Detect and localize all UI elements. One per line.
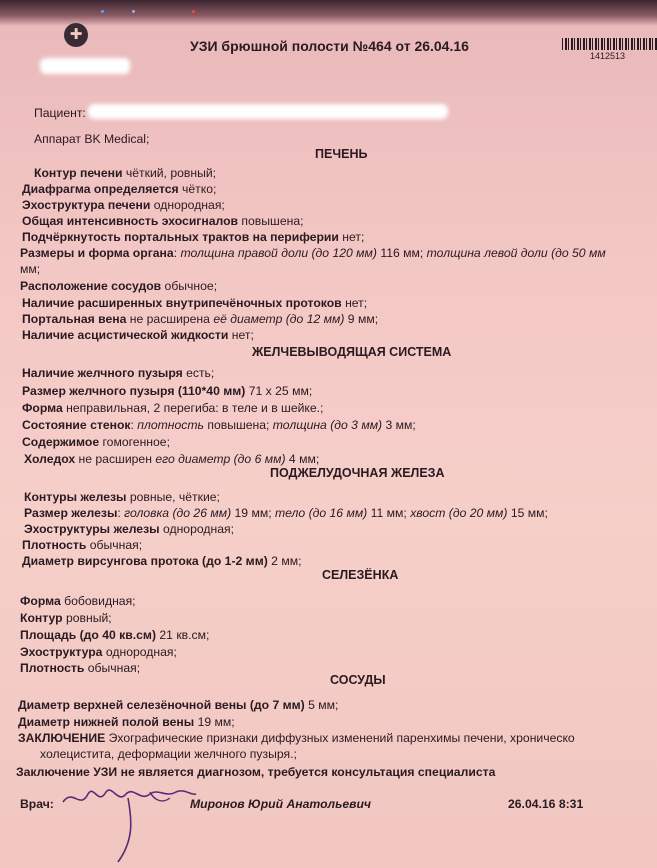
- field-value: повышена;: [203, 418, 273, 432]
- field-value: ровные, чёткие;: [126, 490, 220, 504]
- field-label: Портальная вена: [22, 312, 127, 326]
- barcode-number: 1412513: [590, 51, 626, 61]
- report-line: [22, 418, 416, 432]
- field-label: Форма: [22, 401, 63, 415]
- report-title: УЗИ брюшной полости №464 от 26.04.16: [190, 38, 469, 54]
- report-line: [20, 645, 177, 659]
- report-line: [24, 506, 548, 520]
- field-value: неправильная, 2 перегиба: в теле и в шейке.;: [62, 401, 324, 415]
- field-value: мм;: [20, 262, 41, 276]
- field-label: Эхоструктура: [20, 645, 103, 659]
- field-value: ровный;: [62, 611, 112, 625]
- handwritten-signature: [58, 780, 198, 865]
- field-label: Размер железы: [24, 506, 118, 520]
- report-line: [20, 594, 136, 608]
- report-line: [18, 715, 235, 729]
- field-label: Контуры железы: [24, 490, 127, 504]
- field-label: Форма: [20, 594, 61, 608]
- report-line: [18, 698, 338, 712]
- field-value: нет;: [341, 296, 368, 310]
- device-edge: [0, 0, 657, 26]
- report-line: [20, 611, 112, 625]
- report-line: [20, 262, 40, 276]
- report-line: [22, 296, 367, 310]
- field-label: Подчёркнутость портальных трактов на периферии: [22, 230, 339, 244]
- field-value: головка (до 26 мм): [124, 506, 232, 520]
- field-value: толщина левой доли (до 50 мм: [426, 246, 606, 260]
- field-value: 15 мм;: [507, 506, 548, 520]
- section-liver-heading: ПЕЧЕНЬ: [315, 147, 368, 161]
- field-value: плотность: [137, 418, 204, 432]
- report-line: [22, 538, 142, 552]
- field-value: гомогенное;: [99, 435, 170, 449]
- field-label: Состояние стенок: [22, 418, 131, 432]
- field-value: 5 мм;: [304, 698, 339, 712]
- field-label: Общая интенсивность эхосигналов: [22, 214, 239, 228]
- doctor-label: Врач:: [20, 797, 54, 811]
- field-value: 2 мм;: [267, 554, 302, 568]
- field-label: Диаметр нижней полой вены: [18, 715, 195, 729]
- field-value: однородная;: [102, 645, 177, 659]
- field-label: Контур: [20, 611, 63, 625]
- disclaimer-line: [16, 765, 495, 779]
- report-line: [22, 435, 170, 449]
- field-label: Контур печени: [34, 166, 123, 180]
- report-line: [24, 452, 319, 466]
- field-value: его диаметр (до 6 мм): [155, 452, 286, 466]
- field-value: повышена;: [238, 214, 304, 228]
- clinic-logo-icon: ✚: [64, 23, 88, 47]
- report-datetime: 26.04.16 8:31: [508, 797, 584, 811]
- conclusion-line: [18, 731, 575, 745]
- field-value: Эхографические признаки диффузных изменений паренхимы печени, хроническо: [105, 731, 575, 745]
- field-label: Диафрагма определяется: [22, 182, 179, 196]
- field-label: Холедох: [24, 452, 76, 466]
- report-line: [34, 166, 216, 180]
- field-value: :: [130, 418, 138, 432]
- field-label: Заключение УЗИ не является диагнозом, требуется консультация специалиста: [16, 765, 496, 779]
- conclusion-line: [40, 747, 297, 761]
- field-label: ЗАКЛЮЧЕНИЕ: [18, 731, 106, 745]
- field-label: Плотность: [22, 538, 87, 552]
- report-line: [22, 214, 304, 228]
- report-line: [22, 366, 214, 380]
- field-label: Размеры и форма органа: [20, 246, 174, 260]
- field-value: 11 мм;: [367, 506, 411, 520]
- doctor-name: Миронов Юрий Анатольевич: [190, 797, 372, 811]
- field-value: нет;: [228, 328, 254, 342]
- field-value: тело (до 16 мм): [275, 506, 368, 520]
- field-value: обычное;: [161, 279, 218, 293]
- report-line: [20, 246, 606, 260]
- indicator-light: [132, 10, 135, 13]
- field-value: 116 мм;: [376, 246, 427, 260]
- field-label: Содержимое: [22, 435, 100, 449]
- field-label: Расположение сосудов: [20, 279, 162, 293]
- field-value: 19 мм;: [231, 506, 275, 520]
- field-value: её диаметр (до 12 мм): [213, 312, 345, 326]
- field-label: Площадь (до 40 кв.см): [20, 628, 157, 642]
- field-label: Наличие желчного пузыря: [22, 366, 183, 380]
- field-label: Наличие асцистической жидкости: [22, 328, 229, 342]
- field-value: 71 х 25 мм;: [245, 384, 313, 398]
- section-spleen-heading: СЕЛЕЗЁНКА: [322, 568, 399, 582]
- field-value: 9 мм;: [344, 312, 379, 326]
- field-value: не расширена: [126, 312, 214, 326]
- section-biliary-heading: ЖЕЛЧЕВЫВОДЯЩАЯ СИСТЕМА: [252, 345, 452, 359]
- field-value: :: [173, 246, 181, 260]
- indicator-light: [101, 10, 104, 13]
- patient-label: Пациент:: [34, 106, 86, 120]
- field-label: Эхоструктуры железы: [24, 522, 160, 536]
- report-line: [20, 628, 209, 642]
- indicator-light: [192, 10, 195, 13]
- field-value: обычная;: [84, 661, 141, 675]
- field-label: Размер желчного пузыря (110*40 мм): [22, 384, 246, 398]
- report-line: [22, 401, 323, 415]
- field-value: 4 мм;: [285, 452, 320, 466]
- field-value: нет;: [338, 230, 365, 244]
- report-line: [22, 230, 364, 244]
- report-line: [22, 554, 301, 568]
- field-label: Плотность: [20, 661, 85, 675]
- report-line: [22, 384, 312, 398]
- field-value: есть;: [182, 366, 215, 380]
- field-label: Эхоструктура печени: [22, 198, 151, 212]
- field-value: :: [117, 506, 125, 520]
- field-value: 19 мм;: [194, 715, 235, 729]
- field-value: не расширен: [75, 452, 156, 466]
- field-value: 21 кв.см;: [156, 628, 210, 642]
- field-value: толщина правой доли (до 120 мм): [180, 246, 377, 260]
- field-value: однородная;: [159, 522, 234, 536]
- field-value: однородная;: [150, 198, 225, 212]
- report-line: [20, 279, 217, 293]
- section-vessels-heading: СОСУДЫ: [330, 673, 386, 687]
- report-line: [24, 490, 220, 504]
- field-label: Диаметр вирсунгова протока (до 1-2 мм): [22, 554, 268, 568]
- field-label: Наличие расширенных внутрипечёночных протоков: [22, 296, 342, 310]
- report-line: [22, 182, 216, 196]
- device-line: Аппарат BK Medical;: [34, 132, 150, 146]
- field-value: хвост (до 20 мм): [410, 506, 508, 520]
- field-value: чётко;: [178, 182, 217, 196]
- redacted-block: [40, 58, 130, 74]
- report-line: [22, 328, 254, 342]
- report-line: [22, 312, 378, 326]
- field-value: толщина (до 3 мм): [272, 418, 383, 432]
- field-value: обычная;: [86, 538, 143, 552]
- field-value: 3 мм;: [382, 418, 416, 432]
- section-pancreas-heading: ПОДЖЕЛУДОЧНАЯ ЖЕЛЕЗА: [270, 466, 445, 480]
- redacted-patient-name: [88, 104, 448, 119]
- report-line: [20, 661, 140, 675]
- report-line: [24, 522, 234, 536]
- field-value: бобовидная;: [60, 594, 136, 608]
- report-line: [22, 198, 225, 212]
- field-value: холецистита, деформации желчного пузыря.;: [40, 747, 297, 761]
- field-value: чёткий, ровный;: [122, 166, 217, 180]
- field-label: Диаметр верхней селезёночной вены (до 7 мм): [18, 698, 305, 712]
- barcode-icon: [562, 38, 657, 50]
